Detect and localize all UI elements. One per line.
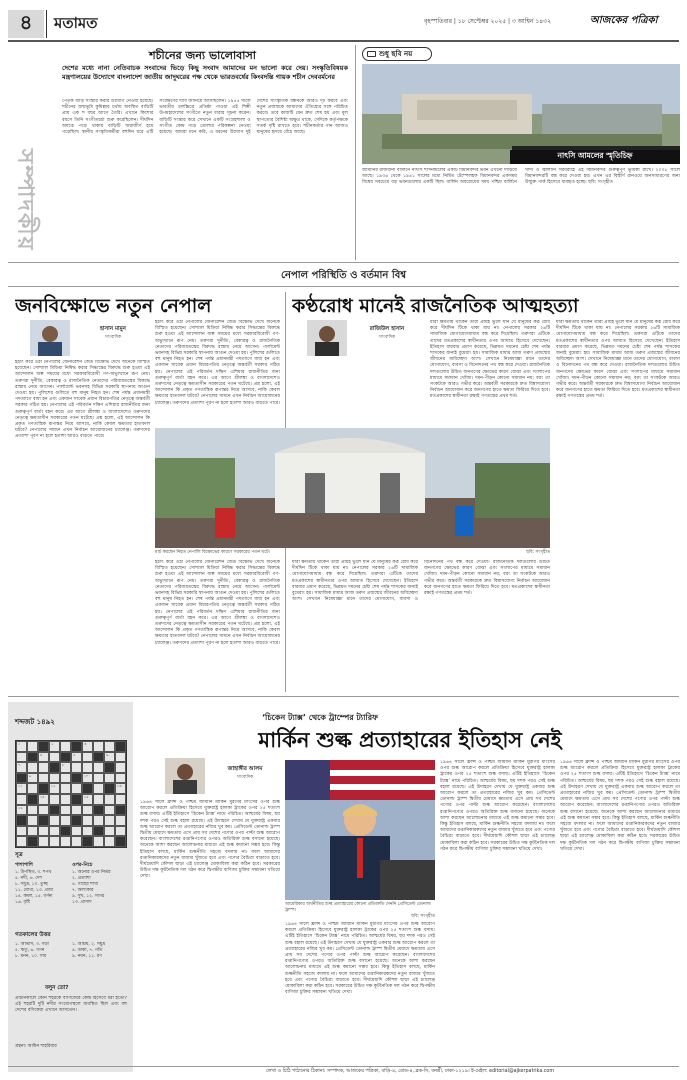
- cw-cell: [60, 783, 71, 794]
- cw-cell: [104, 836, 115, 847]
- puzzle-title: বলুন তো?: [45, 985, 69, 991]
- photo-feature-title: নাৎসি আমলের স্মৃতিচিহ্ন: [510, 150, 680, 164]
- author3-avatar-svg: [165, 758, 205, 794]
- cw-cell: ৪: [38, 752, 49, 763]
- cw-cell: [93, 815, 104, 826]
- cw-cell: [104, 794, 115, 805]
- cw-block: [16, 773, 27, 784]
- answer-down: ১. আশ্রম, ২. সমুদ্র: [72, 942, 106, 947]
- down-clue: ২. প্রত্যাশা: [72, 876, 91, 881]
- author-avatar: [30, 320, 70, 356]
- cw-cell: [60, 805, 71, 816]
- cw-block: [27, 794, 38, 805]
- cw-block: [104, 783, 115, 794]
- cw-block: [38, 815, 49, 826]
- editorial-vertical-label: সম্পাদকীয়: [12, 148, 38, 252]
- cw-cell: [104, 741, 115, 752]
- cw-cell: ১০: [82, 773, 93, 784]
- cw-cell: [27, 815, 38, 826]
- cw-cell: [16, 752, 27, 763]
- cw-cell: [49, 836, 60, 847]
- cw-cell: ১২: [49, 783, 60, 794]
- nepal-article2-body: যারা ক্ষমতায় থাকেন তারা প্রায়ই ভুলে যান যে মানুষের কণ্ঠ রোধ করে দীর্ঘদিন টিকে থাকা যায় না। নেপালের সরকার ২৬টি সামাজিক যোগাযোগমাধ্যম বন্ধ করে দিয়েছিল। তরুণরা এটিকে তাদের মতপ্রকাশের স্বাধীনতার ওপর আঘাত হিসেবে দেখেছেন। ইতিহাস বারবার প্রমাণ করেছে, ভিন্নমত দমনের চেষ্টা শেষ পর্যন্ত শাসকের জন্যই বুমেরাং হয়। সামাজিক মাধ্যম আজ তরুণ প্রজন্মের জীবনের অবিচ্ছেদ্য অংশ। সেখানে নিষেধাজ্ঞা মানে তাদের যোগাযোগ, ব্যবসা ও বিনোদনের পথ বন্ধ করে দেওয়া। রাজনৈতিক দলগুলোর উচিত জনগণের ক্ষোভের কারণ বোঝা এবং সংলাপের মাধ্যমে সমাধান খোঁজা। দমন-পীড়ন কোনো সমাধান নয়; বরং তা সংকটকে আরও গভীর করে। অন্তর্বর্তী সরকারকে দ্রুত বিশ্বাসযোগ্য নির্বাচন আয়োজন করে জনগণের হাতে ক্ষমতা ফিরিয়ে দিতে হবে। মতপ্রকাশের স্বাধীনতা রক্ষাই গণতন্ত্রের প্রথম শর্ত।: [292, 560, 550, 603]
- nepal-photo-caption: মার্চ করছেন নিহত নেপালি বিক্ষোভের কারণে সরকারের পতন ঘটে।: [155, 550, 270, 555]
- author3-name: জাহাঙ্গীর আলম: [227, 766, 263, 772]
- cw-block: [82, 836, 93, 847]
- cw-cell: [16, 826, 27, 837]
- editorial-body: পৈতৃক বাড়ি সংস্কার করার উদ্যোগ নেওয়া হয়েছে। শচীনের জন্মভূমি কুমিল্লার চর্থায় অবস্থিত বাড়িটি প্রায় এক শ বছর আগে তৈরি। এখানে কিশোর বয়সে তিনি সংগীতচর্চা শুরু করেছিলেন। দীর্ঘদিন অযত্নে পড়ে থাকায় বাড়িটি জরাজীর্ণ হয়ে পড়েছিল। স্থানীয় সংস্কৃতিকর্মীরা বহুদিন ধরে এটি সংরক্ষণের দাবি জানিয়ে আসছিলেন। ১৯৫৫ সালে ভারতীয় চলচ্চিত্রে প্রতিষ্ঠা পাওয়া এই শিল্পী উপমহাদেশের সংগীতে নতুন ধারার সূচনা করেন। বাড়িটি সংস্কার করে সেখানে একটি সংগ্রহশালা ও সংগীত কেন্দ্র গড়ে তোলার পরিকল্পনা নেওয়া হয়েছে। আমরা মনে করি, এ ধরনের উদ্যোগ দুই দেশের সাংস্কৃতিক বন্ধনকে আরও দৃঢ় করবে এবং নতুন প্রজন্মকে আমাদের ঐতিহ্যের সঙ্গে পরিচিত করবে। তবে কাজটি যেন দ্রুত শেষ হয় এবং মূল স্থাপত্যের বৈশিষ্ট্য অক্ষুণ্ণ থাকে, সেদিকে কর্তৃপক্ষকে সতর্ক দৃষ্টি রাখতে হবে। শচীনকর্তার গান আজও মানুষের হৃদয়ে বেঁচে আছে।: [62, 99, 348, 136]
- cw-cell: [71, 826, 82, 837]
- cw-cell: [104, 773, 115, 784]
- cw-cell: [104, 815, 115, 826]
- trump-photo-caption: আমেরিকার অর্থনীতির শুল্ক প্রত্যাহারের কোনো প্রতিশ্রুতি দেননি প্রেসিডেন্ট ডোনাল্ড ট্রাম্প।: [285, 902, 431, 913]
- cw-block: [93, 752, 104, 763]
- cw-cell: [60, 836, 71, 847]
- paper-logo: আজকের পত্রিকা: [590, 15, 658, 26]
- tariff-body-col1: ১৯৬৪ সালে ফ্রান্স ও পশ্চিম জার্মানি মার্কিন মুরগির মাংসের ওপর শুল্ক আরোপ করলে প্রতিক্রিয়া হিসেবে যুক্তরাষ্ট্র হালকা ট্রাকের ওপর ২৫ শতাংশ শুল্ক বসায়। এটিই ইতিহাসে ‘চিকেন ট্যাক্স’ নামে পরিচিত। আশ্চর্যের বিষয়, ছয় দশক পরও সেই শুল্ক বহাল রয়েছে। এই উদাহরণ দেখায় যে যুক্তরাষ্ট্র একবার শুল্ক আরোপ করলে তা প্রত্যাহারের নজির খুব কম। প্রেসিডেন্ট ডোনাল্ড ট্রাম্প দ্বিতীয় মেয়াদে ক্ষমতায় এসে প্রায় সব দেশের পণ্যের ওপর পাল্টা শুল্ক আরোপ করেছেন। বাংলাদেশের রপ্তানিপণ্যের ওপরও অতিরিক্ত শুল্ক বসানো হয়েছে। অনেকে আশা করছেন আলোচনার মাধ্যমে এই শুল্ক কমানো সম্ভব হবে। কিন্তু ইতিহাস বলছে, মার্কিন শুল্কনীতি সহজে বদলায় না। ফলে আমাদের রপ্তানিকারকদের নতুন বাজার খুঁজতে হবে এবং পণ্যের বৈচিত্র্য বাড়াতে হবে। দীর্ঘমেয়াদি কৌশল ছাড়া এই চ্যালেঞ্জ মোকাবিলা করা কঠিন হবে। সরকারের উচিত দক্ষ কূটনৈতিক দল গঠন করে দ্বিপক্ষীয় বাণিজ্য চুক্তির সম্ভাবনা খতিয়ে দেখা।: [140, 800, 280, 880]
- camera-icon: [367, 51, 376, 57]
- cw-cell: [38, 805, 49, 816]
- down-clue: ১৩. প্রাসাদ: [72, 900, 92, 905]
- cw-block: [49, 805, 60, 816]
- lower-rule: [8, 696, 679, 697]
- editorial-title: শচীনের জন্য ভালোবাসা: [149, 49, 256, 62]
- cw-cell: [82, 805, 93, 816]
- down-clue: ৭. অলংকার: [72, 888, 94, 893]
- cw-cell: [115, 752, 126, 763]
- author2-name: রাজিউল হাসান: [369, 326, 405, 332]
- cw-cell: [93, 794, 104, 805]
- cw-cell: [71, 762, 82, 773]
- cw-cell: [115, 794, 126, 805]
- cw-cell: [93, 836, 104, 847]
- header-rule: [8, 40, 679, 42]
- cw-cell: [16, 794, 27, 805]
- crossword-grid: [15, 740, 127, 848]
- footer-rule: [8, 1066, 679, 1067]
- banner-rule: [8, 286, 679, 287]
- tariff-kicker: ‘চিকেন ট্যাক্স’ থেকে ট্রাম্পের ট্যারিফ: [262, 713, 378, 722]
- across-clue: ৮. সমুদ্র, ১০. তুচ্ছ: [15, 882, 48, 887]
- cw-cell: [49, 826, 60, 837]
- cw-cell: ১৩: [115, 783, 126, 794]
- across-clue: ১১. যোগ্য, ১৩. প্রজা: [15, 888, 53, 893]
- cw-block: [71, 794, 82, 805]
- cw-cell: ১৪: [38, 794, 49, 805]
- down-heading: ওপর-নিচে: [72, 863, 93, 868]
- trump-photo: [285, 760, 435, 900]
- nepal-photo-credit: ছবি: সংগৃহীত: [526, 550, 550, 555]
- cw-block: [93, 826, 104, 837]
- photo-feature-label: শুধু ছবি নয়: [362, 47, 432, 61]
- clues-heading: সূত্র: [15, 852, 23, 858]
- cw-block: [38, 783, 49, 794]
- header-divider: [46, 10, 47, 38]
- cw-block: [60, 752, 71, 763]
- author3-avatar: [165, 758, 205, 794]
- cw-block: [71, 815, 82, 826]
- across-clue: ১. উপস্থিত, ৩. শপথ: [15, 870, 52, 875]
- cw-block: [115, 741, 126, 752]
- answer-down: ৯. নয়ন, ১১. রণ: [72, 954, 102, 959]
- cw-cell: ১: [16, 741, 27, 752]
- cw-cell: [93, 783, 104, 794]
- author3-role: সাংবাদিক: [236, 775, 254, 780]
- nepal-protest-photo: [155, 428, 550, 548]
- author2-avatar-svg: [307, 320, 347, 356]
- cw-block: [27, 752, 38, 763]
- across-clue: ১৬. বৃষ্টি: [15, 900, 30, 905]
- cw-block: [16, 815, 27, 826]
- tariff-body-col2: ১৯৬৪ সালে ফ্রান্স ও পশ্চিম জার্মানি মার্কিন মুরগির মাংসের ওপর শুল্ক আরোপ করলে প্রতিক্রিয়া হিসেবে যুক্তরাষ্ট্র হালকা ট্রাকের ওপর ২৫ শতাংশ শুল্ক বসায়। এটিই ইতিহাসে ‘চিকেন ট্যাক্স’ নামে পরিচিত। আশ্চর্যের বিষয়, ছয় দশক পরও সেই শুল্ক বহাল রয়েছে। এই উদাহরণ দেখায় যে যুক্তরাষ্ট্র একবার শুল্ক আরোপ করলে তা প্রত্যাহারের নজির খুব কম। প্রেসিডেন্ট ডোনাল্ড ট্রাম্প দ্বিতীয় মেয়াদে ক্ষমতায় এসে প্রায় সব দেশের পণ্যের ওপর পাল্টা শুল্ক আরোপ করেছেন। বাংলাদেশের রপ্তানিপণ্যের ওপরও অতিরিক্ত শুল্ক বসানো হয়েছে। অনেকে আশা করছেন আলোচনার মাধ্যমে এই শুল্ক কমানো সম্ভব হবে। কিন্তু ইতিহাস বলছে, মার্কিন শুল্কনীতি সহজে বদলায় না। ফলে আমাদের রপ্তানিকারকদের নতুন বাজার খুঁজতে হবে এবং পণ্যের বৈচিত্র্য বাড়াতে হবে। দীর্ঘমেয়াদি কৌশল ছাড়া এই চ্যালেঞ্জ মোকাবিলা করা কঠিন হবে। সরকারের উচিত দক্ষ কূটনৈতিক দল গঠন করে দ্বিপক্ষীয় বাণিজ্য চুক্তির সম্ভাবনা খতিয়ে দেখা।: [285, 922, 435, 996]
- cw-cell: ৯: [27, 773, 38, 784]
- cw-cell: [115, 773, 126, 784]
- cw-cell: ৮: [60, 762, 71, 773]
- cw-block: [115, 805, 126, 816]
- cw-cell: [93, 773, 104, 784]
- cw-block: [104, 762, 115, 773]
- author2-role: সাংবাদিক: [378, 335, 396, 340]
- cw-cell: [38, 762, 49, 773]
- editorial-lead: দেশের মধ্যে নানা নেতিবাচক সংবাদের ভিড়ে কিছু সংবাদ আমাদের মন ভালো করে দেয়। সংস্কৃতিবিষয়ক মন্ত্রণালয়ের উদ্যোগে বাংলাদেশ জাতীয় জাদুঘরের পক্ষ থেকে ভারতবর্ষের কিংবদন্তি গায়ক শচীন দেববর্মনের: [62, 64, 348, 81]
- cw-cell: [82, 762, 93, 773]
- cw-cell: [82, 752, 93, 763]
- answer-across: ৫. ঋতু, ৬. গগন: [15, 948, 45, 953]
- cw-cell: [115, 815, 126, 826]
- cw-cell: [104, 826, 115, 837]
- cw-block: [82, 783, 93, 794]
- answer-down: ৪. ডাকা, ৭. গতি: [72, 948, 103, 953]
- trump-photo-credit: ছবি: সংগৃহীত: [411, 914, 435, 919]
- down-clue: ৪. গাছের শাখা: [72, 882, 99, 887]
- cw-cell: [60, 815, 71, 826]
- cw-cell: [93, 741, 104, 752]
- answer-across: ১. আভাস, ৩. গড়া: [15, 942, 49, 947]
- down-clue: ১. অন্যের ওপর নির্ভর: [72, 870, 111, 875]
- cw-block: [49, 762, 60, 773]
- cw-cell: [27, 783, 38, 794]
- nepal-article2-side-col: যারা ক্ষমতায় থাকেন তারা প্রায়ই ভুলে যান যে মানুষের কণ্ঠ রোধ করে দীর্ঘদিন টিকে থাকা যায় না। নেপালের সরকার ২৬টি সামাজিক যোগাযোগমাধ্যম বন্ধ করে দিয়েছিল। তরুণরা এটিকে তাদের মতপ্রকাশের স্বাধীনতার ওপর আঘাত হিসেবে দেখেছেন। ইতিহাস বারবার প্রমাণ করেছে, ভিন্নমত দমনের চেষ্টা শেষ পর্যন্ত শাসকের জন্যই বুমেরাং হয়। সামাজিক মাধ্যম আজ তরুণ প্রজন্মের জীবনের অবিচ্ছেদ্য অংশ। সেখানে নিষেধাজ্ঞা মানে তাদের যোগাযোগ, ব্যবসা ও বিনোদনের পথ বন্ধ করে দেওয়া। রাজনৈতিক দলগুলোর উচিত জনগণের ক্ষোভের কারণ বোঝা এবং সংলাপের মাধ্যমে সমাধান খোঁজা। দমন-পীড়ন কোনো সমাধান নয়; বরং তা সংকটকে আরও গভীর করে। অন্তর্বর্তী সরকারকে দ্রুত বিশ্বাসযোগ্য নির্বাচন আয়োজন করে জনগণের হাতে ক্ষমতা ফিরিয়ে দিতে হবে। মতপ্রকাশের স্বাধীনতা রক্ষাই গণতন্ত্রের প্রথম শর্ত।: [556, 320, 680, 400]
- cw-cell: [49, 794, 60, 805]
- cw-cell: [38, 773, 49, 784]
- cw-block: [71, 741, 82, 752]
- down-clue: ৯. সুখ, ১২. সাগর: [72, 894, 105, 899]
- cw-cell: [27, 826, 38, 837]
- cw-block: [71, 773, 82, 784]
- cw-cell: [71, 805, 82, 816]
- cw-block: [38, 741, 49, 752]
- cw-cell: [49, 815, 60, 826]
- puzzle-body: প্রাচীনকালে কোন শহরকে বাণিজ্যের কেন্দ্র হিসেবে ধরা হতো? এই শহরটি দুটি নদীর সংযোগস্থলে অবস্থিত ছিল এবং বহু দেশের বণিকেরা এখানে আসতেন।: [15, 996, 127, 1014]
- cw-cell: [82, 826, 93, 837]
- cw-cell: [49, 752, 60, 763]
- author2-avatar: [307, 320, 347, 356]
- cw-cell: ৭: [16, 762, 27, 773]
- cw-cell: [27, 762, 38, 773]
- author-name: হাসান মামুন: [100, 326, 126, 332]
- author-avatar-svg: [30, 320, 70, 356]
- column-divider: [355, 45, 356, 260]
- section-rule: [8, 262, 679, 263]
- page-number: ৪: [8, 10, 44, 38]
- tariff-headline: মার্কিন শুল্ক প্রত্যাহারের ইতিহাস নেই: [258, 728, 562, 752]
- cw-cell: ১৫: [82, 794, 93, 805]
- cw-cell: ২: [49, 741, 60, 752]
- cw-cell: ১১: [16, 783, 27, 794]
- across-clue: ৫. নদী, ৬. দেশ: [15, 876, 42, 881]
- cw-cell: ৩: [82, 741, 93, 752]
- answer-across: ৮. মনন, ১০. সার: [15, 954, 47, 959]
- nepal-article2-headline: কণ্ঠরোধ মানেই রাজনৈতিক আত্মহত্যা: [292, 295, 579, 317]
- cw-cell: [71, 783, 82, 794]
- cw-block: [27, 836, 38, 847]
- cw-cell: [38, 836, 49, 847]
- trump-photo-svg: [285, 760, 435, 900]
- tariff-body-col4: ১৯৬৪ সালে ফ্রান্স ও পশ্চিম জার্মানি মার্কিন মুরগির মাংসের ওপর শুল্ক আরোপ করলে প্রতিক্রিয়া হিসেবে যুক্তরাষ্ট্র হালকা ট্রাকের ওপর ২৫ শতাংশ শুল্ক বসায়। এটিই ইতিহাসে ‘চিকেন ট্যাক্স’ নামে পরিচিত। আশ্চর্যের বিষয়, ছয় দশক পরও সেই শুল্ক বহাল রয়েছে। এই উদাহরণ দেখায় যে যুক্তরাষ্ট্র একবার শুল্ক আরোপ করলে তা প্রত্যাহারের নজির খুব কম। প্রেসিডেন্ট ডোনাল্ড ট্রাম্প দ্বিতীয় মেয়াদে ক্ষমতায় এসে প্রায় সব দেশের পণ্যের ওপর পাল্টা শুল্ক আরোপ করেছেন। বাংলাদেশের রপ্তানিপণ্যের ওপরও অতিরিক্ত শুল্ক বসানো হয়েছে। অনেকে আশা করছেন আলোচনার মাধ্যমে এই শুল্ক কমানো সম্ভব হবে। কিন্তু ইতিহাস বলছে, মার্কিন শুল্কনীতি সহজে বদলায় না। ফলে আমাদের রপ্তানিকারকদের নতুন বাজার খুঁজতে হবে এবং পণ্যের বৈচিত্র্য বাড়াতে হবে। দীর্ঘমেয়াদি কৌশল ছাড়া এই চ্যালেঞ্জ মোকাবিলা করা কঠিন হবে। সরকারের উচিত দক্ষ কূটনৈতিক দল গঠন করে দ্বিপক্ষীয় বাণিজ্য চুক্তির সম্ভাবনা খতিয়ে দেখা।: [560, 760, 680, 852]
- cw-cell: [60, 741, 71, 752]
- author-role: সাংবাদিক: [104, 335, 122, 340]
- photo-feature-body: জার্মানির রাজধানী বার্লিনে নাৎসি শাসনামলের একটি বিমানবন্দর ভবন এখনো দাঁড়িয়ে আছে। ১৯৩৬ থেকে ১৯৪১ সালের মধ্যে নির্মিত টেম্পেলহফ বিমানবন্দর একসময় বিশ্বের সবচেয়ে বড় ভবনগুলোর একটি ছিল। বার্লিন অবরোধের সময় পশ্চিম বার্লিনে খাদ্য ও জ্বালানি সরবরাহে এই বিমানবন্দর গুরুত্বপূর্ণ ভূমিকা রাখে। ২০০৮ সালে বিমানবন্দরটি বন্ধ করে দেওয়া হয়। এখন এর বিস্তীর্ণ রানওয়ে জনসাধারণের জন্য উন্মুক্ত পার্ক হিসেবে ব্যবহৃত হচ্ছে। ছবি: সংগৃহীত: [362, 168, 680, 186]
- crossword-title: শব্দজট ১৪৯২: [15, 718, 55, 726]
- cw-block: [60, 826, 71, 837]
- cw-cell: ৬: [104, 752, 115, 763]
- cw-cell: [27, 741, 38, 752]
- cw-cell: [16, 836, 27, 847]
- cw-block: [115, 836, 126, 847]
- across-clue: ১৪. কমল, ১৫. বর্ণনা: [15, 894, 53, 899]
- cw-cell: [93, 762, 104, 773]
- across-heading: পাশাপাশি: [15, 863, 33, 868]
- cw-cell: [104, 805, 115, 816]
- airport-photo: [362, 64, 680, 164]
- section-title: মতামত: [54, 13, 98, 32]
- cw-cell: [71, 836, 82, 847]
- tariff-body-col3: ১৯৬৪ সালে ফ্রান্স ও পশ্চিম জার্মানি মার্কিন মুরগির মাংসের ওপর শুল্ক আরোপ করলে প্রতিক্রিয়া হিসেবে যুক্তরাষ্ট্র হালকা ট্রাকের ওপর ২৫ শতাংশ শুল্ক বসায়। এটিই ইতিহাসে ‘চিকেন ট্যাক্স’ নামে পরিচিত। আশ্চর্যের বিষয়, ছয় দশক পরও সেই শুল্ক বহাল রয়েছে। এই উদাহরণ দেখায় যে যুক্তরাষ্ট্র একবার শুল্ক আরোপ করলে তা প্রত্যাহারের নজির খুব কম। প্রেসিডেন্ট ডোনাল্ড ট্রাম্প দ্বিতীয় মেয়াদে ক্ষমতায় এসে প্রায় সব দেশের পণ্যের ওপর পাল্টা শুল্ক আরোপ করেছেন। বাংলাদেশের রপ্তানিপণ্যের ওপরও অতিরিক্ত শুল্ক বসানো হয়েছে। অনেকে আশা করছেন আলোচনার মাধ্যমে এই শুল্ক কমানো সম্ভব হবে। কিন্তু ইতিহাস বলছে, মার্কিন শুল্কনীতি সহজে বদলায় না। ফলে আমাদের রপ্তানিকারকদের নতুন বাজার খুঁজতে হবে এবং পণ্যের বৈচিত্র্য বাড়াতে হবে। দীর্ঘমেয়াদি কৌশল ছাড়া এই চ্যালেঞ্জ মোকাবিলা করা কঠিন হবে। সরকারের উচিত দক্ষ কূটনৈতিক দল গঠন করে দ্বিপক্ষীয় বাণিজ্য চুক্তির সম্ভাবনা খতিয়ে দেখা।: [440, 760, 555, 852]
- date-line: বৃহস্পতিবার | ১৮ সেপ্টেম্বর ২০২৫ | ৩ আশ্বিন ১৪৩২: [424, 18, 551, 25]
- cw-block: [93, 805, 104, 816]
- nepal-banner: নেপাল পরিস্থিতি ও বর্তমান বিশ্ব: [280, 269, 407, 281]
- puzzle-compiler: গ্রন্থনা: আমিন শাহরিয়ার: [15, 1044, 57, 1049]
- cw-cell: [38, 826, 49, 837]
- cw-cell: ৫: [71, 752, 82, 763]
- nepal-protest-photo-svg: [155, 428, 550, 548]
- cw-cell: [115, 826, 126, 837]
- cw-cell: [27, 805, 38, 816]
- answers-heading: গতকালের উত্তর: [15, 932, 51, 938]
- cw-cell: [49, 773, 60, 784]
- cw-cell: [60, 794, 71, 805]
- footer-text: লেখা ও চিঠি পাঠানোর ঠিকানা: সম্পাদক, আজকের পত্রিকা, বাড়ি-৪, রোড-৪, ব্লক-সি, বনশ্রী, ঢাকা-১২১৯। ই-মেইল: editorial@ajkerpatrika.com: [265, 1069, 555, 1074]
- cw-cell: ১৬: [16, 805, 27, 816]
- cw-cell: [60, 773, 71, 784]
- nepal-article2-lead-col: যারা ক্ষমতায় থাকেন তারা প্রায়ই ভুলে যান যে মানুষের কণ্ঠ রোধ করে দীর্ঘদিন টিকে থাকা যায় না। নেপালের সরকার ২৬টি সামাজিক যোগাযোগমাধ্যম বন্ধ করে দিয়েছিল। তরুণরা এটিকে তাদের মতপ্রকাশের স্বাধীনতার ওপর আঘাত হিসেবে দেখেছেন। ইতিহাস বারবার প্রমাণ করেছে, ভিন্নমত দমনের চেষ্টা শেষ পর্যন্ত শাসকের জন্যই বুমেরাং হয়। সামাজিক মাধ্যম আজ তরুণ প্রজন্মের জীবনের অবিচ্ছেদ্য অংশ। সেখানে নিষেধাজ্ঞা মানে তাদের যোগাযোগ, ব্যবসা ও বিনোদনের পথ বন্ধ করে দেওয়া। রাজনৈতিক দলগুলোর উচিত জনগণের ক্ষোভের কারণ বোঝা এবং সংলাপের মাধ্যমে সমাধান খোঁজা। দমন-পীড়ন কোনো সমাধান নয়; বরং তা সংকটকে আরও গভীর করে। অন্তর্বর্তী সরকারকে দ্রুত বিশ্বাসযোগ্য নির্বাচন আয়োজন করে জনগণের হাতে ক্ষমতা ফিরিয়ে দিতে হবে। মতপ্রকাশের স্বাধীনতা রক্ষাই গণতন্ত্রের প্রথম শর্ত।: [430, 320, 550, 400]
- cw-cell: [82, 815, 93, 826]
- nepal-article1-headline: জনবিক্ষোভে নতুন নেপাল: [15, 295, 212, 317]
- cw-cell: [115, 762, 126, 773]
- nepal-article1-body-cont: হঠাৎ করে ওঠা নেপালের জেনারেশন জেড বিক্ষোভ দেখে অনেকে বিস্মিত হয়েছেন। সোশ্যাল মিডিয়া নিষিদ্ধ করার সিদ্ধান্তের বিরুদ্ধে শুরু হওয়া এই আন্দোলন অল্প সময়ের মধ্যে সরকারবিরোধী গণ-অভ্যুত্থানে রূপ নেয়। তরুণরা দুর্নীতি, বেকারত্ব ও রাজনৈতিক নেতাদের পরিবারতন্ত্রের বিরুদ্ধে রাস্তায় নেমে আসেন। পার্লামেন্ট ভবনসহ বিভিন্ন সরকারি স্থাপনায় আগুন দেওয়া হয়। পুলিশের গুলিতে বহু মানুষ নিহত হন। শেষ পর্যন্ত প্রধানমন্ত্রী পদত্যাগে বাধ্য হন এবং একজন সাবেক প্রধান বিচারপতির নেতৃত্বে অন্তর্বর্তী সরকার গঠিত হয়। নেপালের এই পরিবর্তন দক্ষিণ এশিয়ার রাজনীতির জন্য গুরুত্বপূর্ণ বার্তা বহন করে। এর আগে শ্রীলঙ্কা ও বাংলাদেশেও তরুণদের নেতৃত্বে ক্ষমতাসীন সরকারের পতন ঘটেছে। প্রশ্ন হলো, এই আন্দোলন কি প্রকৃত গণতান্ত্রিক রূপান্তর নিয়ে আসবে, নাকি কেবল ক্ষমতার হাতবদল ঘটবে? নেপালের সামনে এখন নির্বাচন আয়োজনের চ্যালেঞ্জ। তরুণদের প্রত্যাশা পূরণ না হলে হতাশা আরও বাড়তে পারে।: [155, 320, 280, 406]
- nepal-article1-body: হঠাৎ করে ওঠা নেপালের জেনারেশন জেড বিক্ষোভ দেখে অনেকে বিস্মিত হয়েছেন। সোশ্যাল মিডিয়া নিষিদ্ধ করার সিদ্ধান্তের বিরুদ্ধে শুরু হওয়া এই আন্দোলন অল্প সময়ের মধ্যে সরকারবিরোধী গণ-অভ্যুত্থানে রূপ নেয়। তরুণরা দুর্নীতি, বেকারত্ব ও রাজনৈতিক নেতাদের পরিবারতন্ত্রের বিরুদ্ধে রাস্তায় নেমে আসেন। পার্লামেন্ট ভবনসহ বিভিন্ন সরকারি স্থাপনায় আগুন দেওয়া হয়। পুলিশের গুলিতে বহু মানুষ নিহত হন। শেষ পর্যন্ত প্রধানমন্ত্রী পদত্যাগে বাধ্য হন এবং একজন সাবেক প্রধান বিচারপতির নেতৃত্বে অন্তর্বর্তী সরকার গঠিত হয়। নেপালের এই পরিবর্তন দক্ষিণ এশিয়ার রাজনীতির জন্য গুরুত্বপূর্ণ বার্তা বহন করে। এর আগে শ্রীলঙ্কা ও বাংলাদেশেও তরুণদের নেতৃত্বে ক্ষমতাসীন সরকারের পতন ঘটেছে। প্রশ্ন হলো, এই আন্দোলন কি প্রকৃত গণতান্ত্রিক রূপান্তর নিয়ে আসবে, নাকি কেবল ক্ষমতার হাতবদল ঘটবে? নেপালের সামনে এখন নির্বাচন আয়োজনের চ্যালেঞ্জ। তরুণদের প্রত্যাশা পূরণ না হলে হতাশা আরও বাড়তে পারে।: [15, 360, 150, 440]
- nepal-article1-body-end: হঠাৎ করে ওঠা নেপালের জেনারেশন জেড বিক্ষোভ দেখে অনেকে বিস্মিত হয়েছেন। সোশ্যাল মিডিয়া নিষিদ্ধ করার সিদ্ধান্তের বিরুদ্ধে শুরু হওয়া এই আন্দোলন অল্প সময়ের মধ্যে সরকারবিরোধী গণ-অভ্যুত্থানে রূপ নেয়। তরুণরা দুর্নীতি, বেকারত্ব ও রাজনৈতিক নেতাদের পরিবারতন্ত্রের বিরুদ্ধে রাস্তায় নেমে আসেন। পার্লামেন্ট ভবনসহ বিভিন্ন সরকারি স্থাপনায় আগুন দেওয়া হয়। পুলিশের গুলিতে বহু মানুষ নিহত হন। শেষ পর্যন্ত প্রধানমন্ত্রী পদত্যাগে বাধ্য হন এবং একজন সাবেক প্রধান বিচারপতির নেতৃত্বে অন্তর্বর্তী সরকার গঠিত হয়। নেপালের এই পরিবর্তন দক্ষিণ এশিয়ার রাজনীতির জন্য গুরুত্বপূর্ণ বার্তা বহন করে। এর আগে শ্রীলঙ্কা ও বাংলাদেশেও তরুণদের নেতৃত্বে ক্ষমতাসীন সরকারের পতন ঘটেছে। প্রশ্ন হলো, এই আন্দোলন কি প্রকৃত গণতান্ত্রিক রূপান্তর নিয়ে আসবে, নাকি কেবল ক্ষমতার হাতবদল ঘটবে? নেপালের সামনে এখন নির্বাচন আয়োজনের চ্যালেঞ্জ। তরুণদের প্রত্যাশা পূরণ না হলে হতাশা আরও বাড়তে পারে।: [155, 560, 280, 646]
- airport-photo-svg: [362, 64, 680, 164]
